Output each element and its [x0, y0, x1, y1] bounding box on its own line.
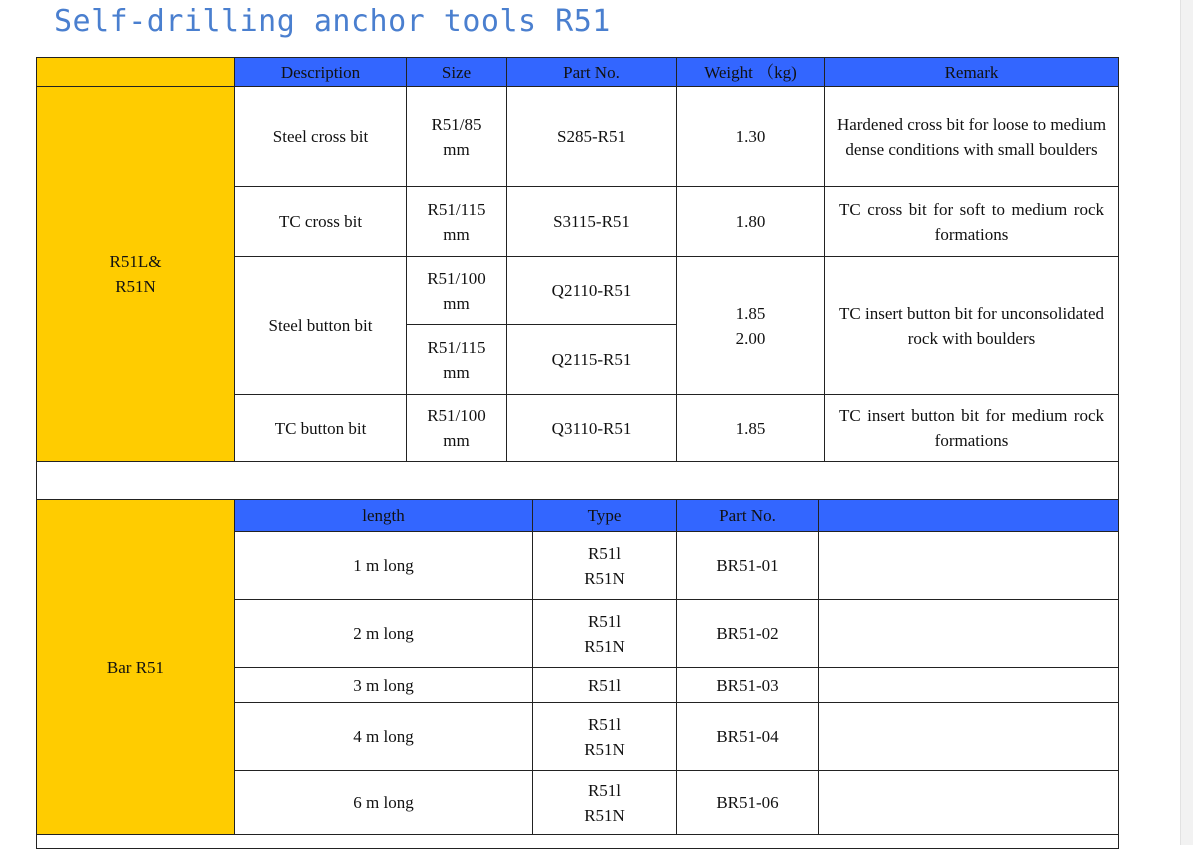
- size-unit: mm: [443, 431, 470, 450]
- bars-table: [36, 499, 1119, 849]
- type-value: R51l: [587, 675, 622, 695]
- weight-cell: 1.80: [677, 187, 825, 257]
- header-part-no: Part No.: [507, 58, 677, 87]
- type-cell: [533, 600, 677, 668]
- header-size: Size: [407, 58, 507, 87]
- size-unit: mm: [443, 362, 470, 382]
- header-type: Type: [533, 500, 677, 532]
- remark-cell: Hardened cross bit for loose to medium dense conditions with small boulders: [825, 87, 1119, 187]
- size-value: R51/85: [431, 114, 482, 134]
- table-row-partial: [37, 835, 1119, 849]
- page-title: Self-drilling anchor tools R51: [54, 4, 611, 39]
- length-cell: 3 m long: [235, 668, 533, 703]
- empty-cell: [819, 600, 1119, 668]
- empty-cell: [819, 532, 1119, 600]
- header-length: length: [235, 500, 533, 532]
- bits-table: [36, 57, 1119, 500]
- part-no-cell: Q2110-R51: [507, 257, 677, 325]
- size-value: R51/115: [427, 337, 486, 357]
- size-unit: mm: [443, 139, 470, 159]
- size-cell: [407, 87, 507, 187]
- size-value: R51/100: [427, 268, 486, 288]
- group-label-bar-r51: Bar R51: [37, 500, 235, 835]
- weight-value: 1.85: [735, 303, 766, 323]
- header-description: Description: [235, 58, 407, 87]
- size-unit: mm: [443, 224, 470, 244]
- description-cell: TC button bit: [235, 395, 407, 462]
- header-weight: Weight （kg): [677, 58, 825, 87]
- remark-cell: TC insert button bit for medium rock formations: [825, 395, 1119, 462]
- size-cell: [407, 325, 507, 395]
- length-cell: 2 m long: [235, 600, 533, 668]
- size-cell: [407, 395, 507, 462]
- type-value: R51N: [584, 636, 625, 656]
- part-no-cell: BR51-01: [677, 532, 819, 600]
- remark-cell: TC insert button bit for unconsolidated rock with boulders: [825, 257, 1119, 395]
- group-label-line: R51N: [115, 277, 156, 296]
- weight-cell: 1.30: [677, 87, 825, 187]
- part-no-cell: S285-R51: [507, 87, 677, 187]
- empty-cell: [819, 771, 1119, 835]
- type-cell: [533, 771, 677, 835]
- type-value: R51l: [587, 611, 622, 631]
- part-no-cell: Q3110-R51: [507, 395, 677, 462]
- description-cell: Steel cross bit: [235, 87, 407, 187]
- type-cell: [533, 668, 677, 703]
- type-value: R51l: [587, 543, 622, 563]
- remark-cell: TC cross bit for soft to medium rock formations: [825, 187, 1119, 257]
- size-cell: [407, 257, 507, 325]
- part-no-cell: BR51-03: [677, 668, 819, 703]
- bars-header-row: [37, 500, 1119, 532]
- empty-cell: [819, 668, 1119, 703]
- length-cell: 1 m long: [235, 532, 533, 600]
- spacer-row: [37, 462, 1119, 500]
- size-cell: [407, 187, 507, 257]
- weight-cell: 1.85: [677, 395, 825, 462]
- part-no-cell: Q2115-R51: [507, 325, 677, 395]
- group-label-r51l-r51n: [37, 87, 235, 462]
- part-no-cell: BR51-06: [677, 771, 819, 835]
- type-value: R51l: [587, 780, 622, 800]
- description-cell: TC cross bit: [235, 187, 407, 257]
- weight-value: 2.00: [735, 328, 766, 348]
- header-extra: [819, 500, 1119, 532]
- size-unit: mm: [443, 293, 470, 313]
- part-no-cell: BR51-02: [677, 600, 819, 668]
- part-no-cell: BR51-04: [677, 703, 819, 771]
- description-cell: Steel button bit: [235, 257, 407, 395]
- size-value: R51/115: [427, 199, 486, 219]
- part-no-cell: S3115-R51: [507, 187, 677, 257]
- scrollbar-track[interactable]: [1180, 0, 1193, 845]
- type-value: R51l: [587, 714, 622, 734]
- bits-header-row: [37, 58, 1119, 87]
- header-corner-cell: [37, 58, 235, 87]
- spacer-cell: [37, 462, 1119, 500]
- table-row: [37, 87, 1119, 187]
- cut-off-cell: [37, 835, 1119, 849]
- type-cell: [533, 703, 677, 771]
- header-remark: Remark: [825, 58, 1119, 87]
- empty-cell: [819, 703, 1119, 771]
- type-cell: [533, 532, 677, 600]
- size-value: R51/100: [427, 406, 486, 425]
- length-cell: 6 m long: [235, 771, 533, 835]
- type-value: R51N: [584, 568, 625, 588]
- weight-cell: [677, 257, 825, 395]
- type-value: R51N: [584, 739, 625, 759]
- length-cell: 4 m long: [235, 703, 533, 771]
- type-value: R51N: [584, 805, 625, 825]
- header-part-no: Part No.: [677, 500, 819, 532]
- group-label-line: R51L&: [109, 252, 162, 271]
